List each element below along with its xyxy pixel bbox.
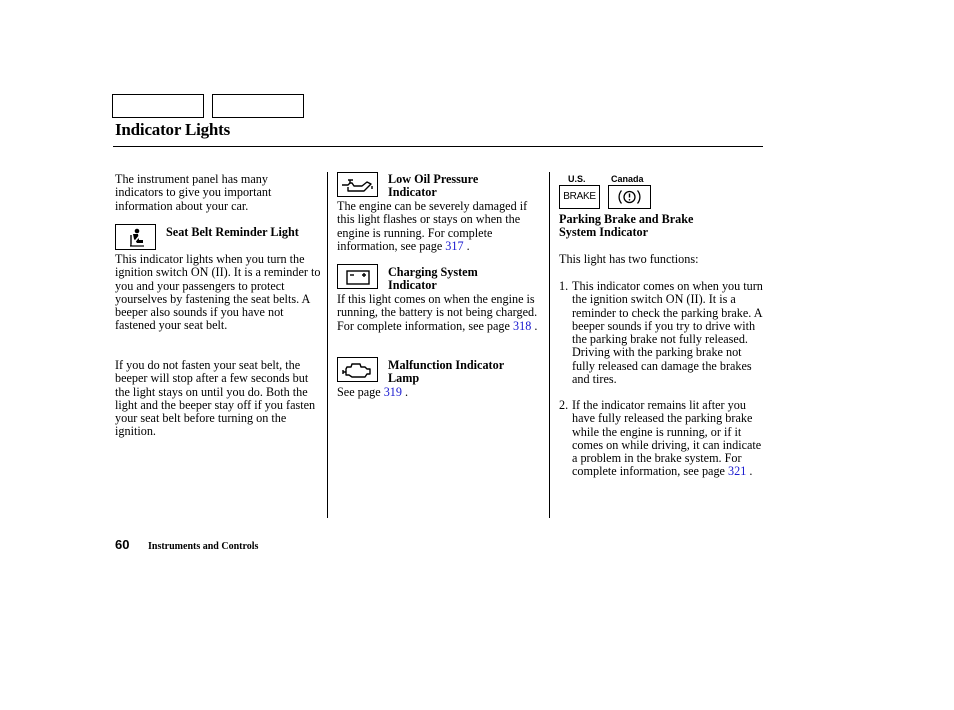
mil-paragraph: [337, 386, 542, 399]
oil-pressure-period: .: [466, 238, 470, 253]
charging-page-link[interactable]: 318: [513, 318, 532, 333]
nav-box-previous[interactable]: [112, 94, 204, 118]
oil-pressure-heading-line-1: Low Oil Pressure: [388, 172, 479, 186]
charging-heading-line-1: Charging System: [388, 265, 478, 279]
charging-paragraph: [337, 293, 542, 333]
charging-heading-line-2: Indicator: [388, 278, 437, 293]
brake-heading-line-2: System Indicator: [559, 225, 649, 240]
mil-text: See page: [337, 385, 384, 399]
brake-icon-label: BRAKE: [563, 191, 596, 202]
mil-heading-line-1: Malfunction Indicator: [388, 358, 505, 372]
brake-period: .: [749, 464, 753, 479]
oil-pressure-paragraph: [337, 200, 542, 253]
mil-heading-line-2: Lamp: [388, 371, 420, 386]
oil-pressure-icon: [337, 172, 378, 197]
oil-pressure-heading-line-2: Indicator: [388, 185, 437, 200]
nav-box-next[interactable]: [212, 94, 304, 118]
page-title: Indicator Lights: [115, 120, 231, 139]
mil-heading: [388, 359, 538, 386]
two-functions-text: This light has two functions:: [559, 252, 699, 266]
seatbelt-icon: [115, 224, 156, 250]
brake-heading-line-1: Parking Brake and Brake: [559, 212, 694, 226]
seatbelt-paragraph-1: This indicator lights when you turn the ignition switch ON (II). It is a reminder to you and your passengers to protect yourselves by fastening the seat belts. A beeper also sounds if you have not fastened your seat belt.: [115, 252, 321, 333]
engine-icon: [337, 357, 378, 382]
list-item-2-text: If the indicator remains lit after you have fully released the parking brake while the engine is running, or if it comes on while driving, it can indicate a problem in the brake system. For complete information, see page: [572, 398, 762, 479]
column-divider-2: [549, 172, 550, 518]
mil-period: .: [405, 385, 409, 399]
charging-period: .: [534, 318, 538, 333]
canada-label: Canada: [611, 174, 644, 184]
battery-icon: [337, 264, 378, 289]
list-item-2-text-block: [572, 399, 766, 479]
us-label: U.S.: [568, 174, 586, 184]
brake-symbol-icon: [608, 185, 651, 209]
oil-pressure-page-link[interactable]: 317: [445, 238, 464, 253]
oil-pressure-heading: [388, 173, 538, 200]
section-name: Instruments and Controls: [148, 541, 259, 552]
title-rule: [113, 146, 763, 147]
brake-page-link[interactable]: 321: [728, 464, 747, 479]
column-divider-1: [327, 172, 328, 518]
list-item-1-text: This indicator comes on when you turn the ignition switch ON (II). It is a reminder to check the parking brake. A beeper sounds if you try to drive with the parking brake not fully released. Driving with the parking brake not fully released can damage the brakes and tires.: [572, 279, 763, 387]
oil-pressure-text: The engine can be severely damaged if this light flashes or stays on when the engine is running. For complete information, see page: [337, 199, 528, 253]
charging-text: If this light comes on when the engine is running, the battery is not being charged. For complete information, see page: [337, 292, 538, 333]
charging-heading: [388, 266, 538, 293]
brake-heading: [559, 213, 759, 240]
brake-text-icon: [559, 185, 600, 209]
seatbelt-heading: Seat Belt Reminder Light: [166, 225, 299, 239]
list-item-1-number: 1.: [559, 279, 569, 293]
mil-page-link[interactable]: 319: [383, 385, 402, 399]
seatbelt-paragraph-2: If you do not fasten your seat belt, the beeper will stop after a few seconds but the light stays on until you do. Both the light and the beeper stay off if you fasten your seat belt before turning on the ignition.: [115, 358, 316, 439]
page-number: 60: [115, 537, 130, 552]
list-item-2-number: 2.: [559, 398, 569, 412]
intro-paragraph: The instrument panel has many indicators to give you important information about your car.: [115, 172, 272, 213]
